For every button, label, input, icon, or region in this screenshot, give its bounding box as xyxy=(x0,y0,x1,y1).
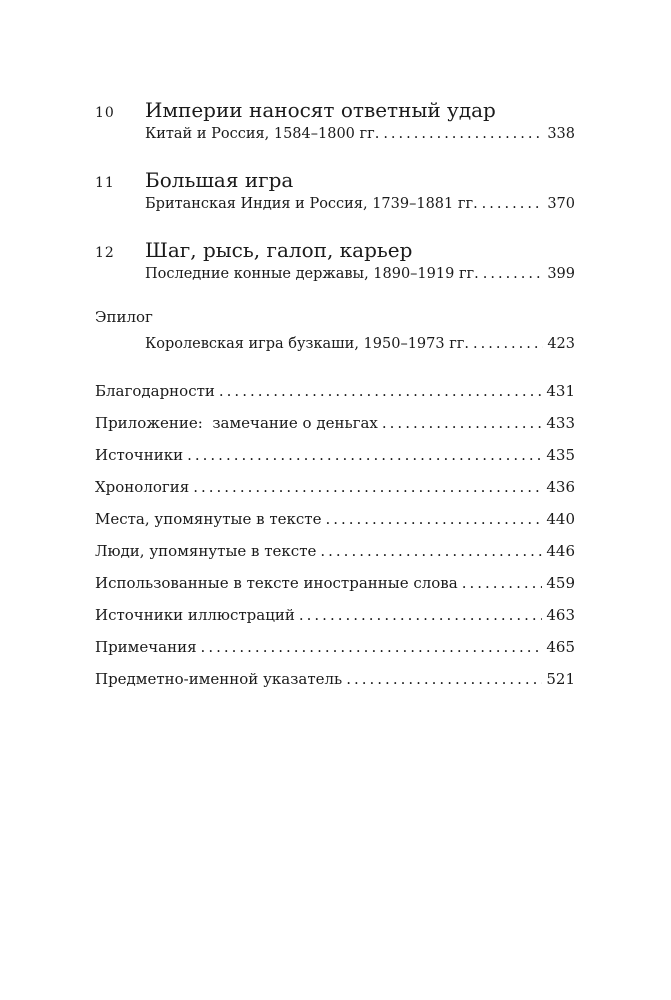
dot-leader xyxy=(193,478,542,496)
dot-leader xyxy=(219,382,542,400)
dot-leader xyxy=(325,510,542,528)
dot-leader xyxy=(201,638,543,656)
entry-label: Примечания xyxy=(95,638,197,656)
entry-label: Предметно-именной указатель xyxy=(95,670,343,688)
back-matter-list xyxy=(95,382,575,702)
dot-leader xyxy=(462,574,543,592)
entry-label: Использованные в тексте иностранные слова xyxy=(95,574,458,592)
epilog-subtitle-entry xyxy=(145,336,575,358)
toc-entry xyxy=(95,478,575,510)
toc-entry xyxy=(95,510,575,542)
entry-label: Хронология xyxy=(95,478,190,496)
page-number: 399 xyxy=(547,266,575,282)
chapter-subtitle-entry xyxy=(145,126,575,148)
dot-leader xyxy=(473,336,543,352)
entry-label: Источники xyxy=(95,446,184,464)
epilog-title: Эпилог xyxy=(95,308,153,326)
entry-label: Источники иллюстраций xyxy=(95,606,295,624)
chapter-11 xyxy=(95,168,575,218)
chapter-subtitle: Китай и Россия, 1584–1800 гг. xyxy=(145,126,380,142)
epilog-section xyxy=(95,308,575,358)
chapter-title: Большая игра xyxy=(145,168,294,192)
page-number: 433 xyxy=(546,414,575,432)
page-number: 459 xyxy=(546,574,575,592)
page-number: 435 xyxy=(546,446,575,464)
page-number: 440 xyxy=(546,510,575,528)
dot-leader xyxy=(187,446,542,464)
toc-entry xyxy=(95,542,575,574)
page-number: 446 xyxy=(546,542,575,560)
chapter-subtitle: Британская Индия и Россия, 1739–1881 гг. xyxy=(145,196,478,212)
dot-leader xyxy=(383,126,543,142)
page-number: 521 xyxy=(546,670,575,688)
dot-leader xyxy=(346,670,542,688)
chapter-subtitle: Последние конные державы, 1890–1919 гг. xyxy=(145,266,479,282)
toc-entry xyxy=(95,574,575,606)
dot-leader xyxy=(483,266,544,282)
toc-entry xyxy=(95,638,575,670)
chapter-10 xyxy=(95,98,575,148)
chapter-subtitle-entry xyxy=(145,266,575,288)
chapter-number: 12 xyxy=(95,245,115,261)
page-number: 370 xyxy=(547,196,575,212)
chapter-title: Империи наносят ответный удар xyxy=(145,98,496,122)
chapter-title: Шаг, рысь, галоп, карьер xyxy=(145,238,413,262)
toc-entry xyxy=(95,446,575,478)
entry-label: Места, упомянутые в тексте xyxy=(95,510,322,528)
entry-label: Люди, упомянутые в тексте xyxy=(95,542,317,560)
page-number: 463 xyxy=(546,606,575,624)
entry-label: Благодарности xyxy=(95,382,215,400)
page-number: 423 xyxy=(547,336,575,352)
toc-entry xyxy=(95,606,575,638)
dot-leader xyxy=(382,414,542,432)
page-number: 431 xyxy=(546,382,575,400)
toc-entry xyxy=(95,670,575,702)
chapter-number: 10 xyxy=(95,105,115,121)
dot-leader xyxy=(299,606,542,624)
page-number: 465 xyxy=(546,638,575,656)
table-of-contents xyxy=(95,98,575,702)
page-number: 436 xyxy=(546,478,575,496)
page-number: 338 xyxy=(547,126,575,142)
chapter-12 xyxy=(95,238,575,288)
dot-leader xyxy=(320,542,542,560)
toc-entry xyxy=(95,382,575,414)
entry-label: Приложение: замечание о деньгах xyxy=(95,414,378,432)
chapter-number: 11 xyxy=(95,175,115,191)
chapter-subtitle-entry xyxy=(145,196,575,218)
epilog-subtitle: Королевская игра бузкаши, 1950–1973 гг. xyxy=(145,336,470,352)
toc-entry xyxy=(95,414,575,446)
dot-leader xyxy=(482,196,544,212)
